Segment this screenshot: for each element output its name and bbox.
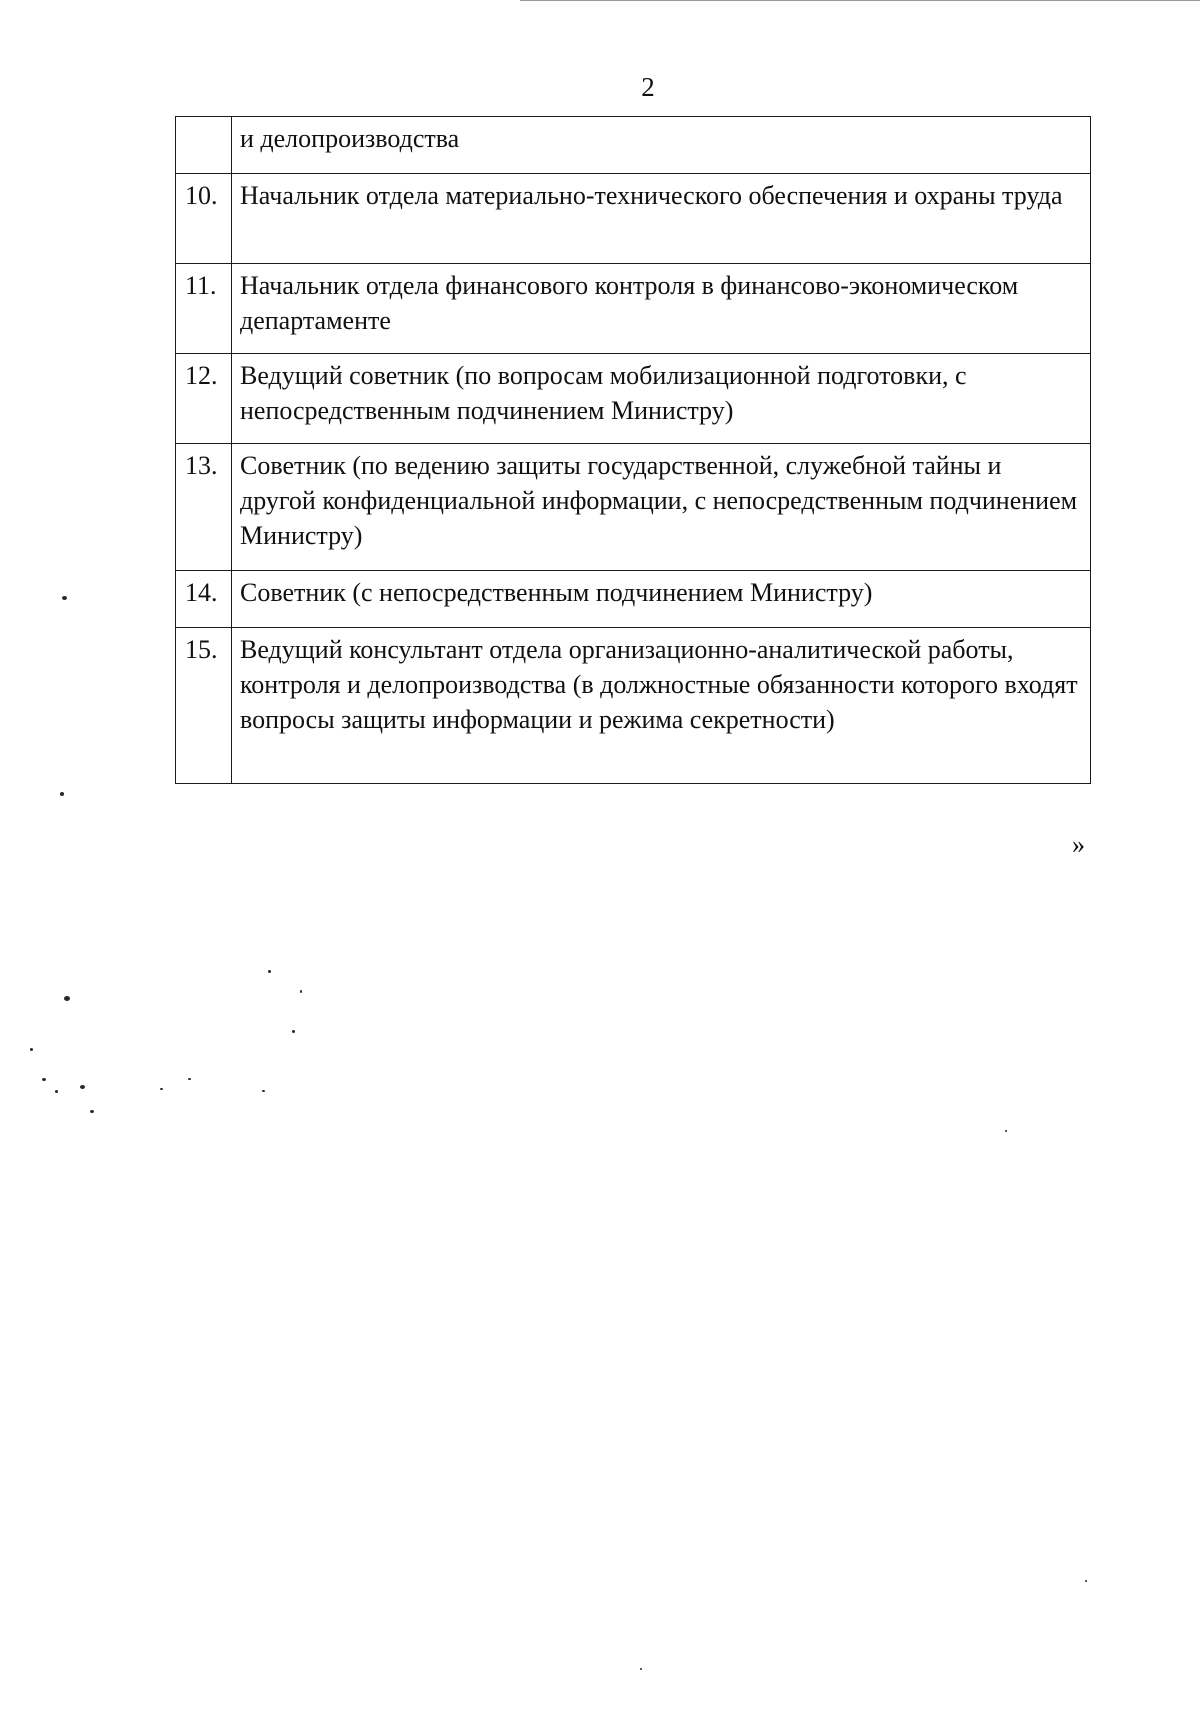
table-row: [176, 628, 1091, 784]
closing-quote-mark: »: [1072, 830, 1085, 859]
positions-table: [175, 116, 1091, 784]
scan-speck: [300, 990, 302, 993]
page-number: 2: [641, 72, 655, 102]
row-text: Начальник отдела финансового контроля в финансово-экономическом департаменте: [232, 264, 1091, 354]
row-text: Ведущий консультант отдела организационно-аналитической работы, контроля и делопроизводства (в должностные обязанности которого входят вопросы защиты информации и режима секретности): [232, 628, 1091, 784]
row-number: 11.: [176, 264, 232, 354]
scan-speck: [160, 1088, 163, 1090]
row-text: и делопроизводства: [232, 117, 1091, 174]
row-text: Ведущий советник (по вопросам мобилизационной подготовки, с непосредственным подчинением Министру): [232, 354, 1091, 444]
row-text: Советник (по ведению защиты государственной, служебной тайны и другой конфиденциальной информации, с непосредственным подчинением Министру): [232, 444, 1091, 571]
scan-speck: [268, 970, 271, 973]
scan-speck: [30, 1048, 33, 1051]
row-text: Начальник отдела материально-технического обеспечения и охраны труда: [232, 174, 1091, 264]
scan-speck: [262, 1090, 265, 1092]
table-row: [176, 444, 1091, 571]
scan-speck: [640, 1668, 642, 1670]
table-row: [176, 354, 1091, 444]
table-row: [176, 571, 1091, 628]
scan-speck: [188, 1078, 191, 1080]
scan-speck: [60, 792, 64, 796]
scan-speck: [1085, 1580, 1087, 1582]
scan-speck: [292, 1030, 295, 1033]
row-number: 13.: [176, 444, 232, 571]
scan-speck: [55, 1090, 58, 1093]
scan-speck: [90, 1110, 94, 1113]
scan-speck: [42, 1078, 46, 1081]
row-number: [176, 117, 232, 174]
row-number: 10.: [176, 174, 232, 264]
row-number: 14.: [176, 571, 232, 628]
row-number: 12.: [176, 354, 232, 444]
scan-speck: [1005, 1130, 1007, 1132]
table-row: [176, 117, 1091, 174]
table-row: [176, 264, 1091, 354]
scan-speck: [62, 596, 67, 600]
scan-top-edge-line: [520, 0, 1200, 1]
scan-speck: [80, 1085, 85, 1089]
table-row: [176, 174, 1091, 264]
scan-speck: [64, 996, 70, 1001]
row-text: Советник (с непосредственным подчинением Министру): [232, 571, 1091, 628]
row-number: 15.: [176, 628, 232, 784]
